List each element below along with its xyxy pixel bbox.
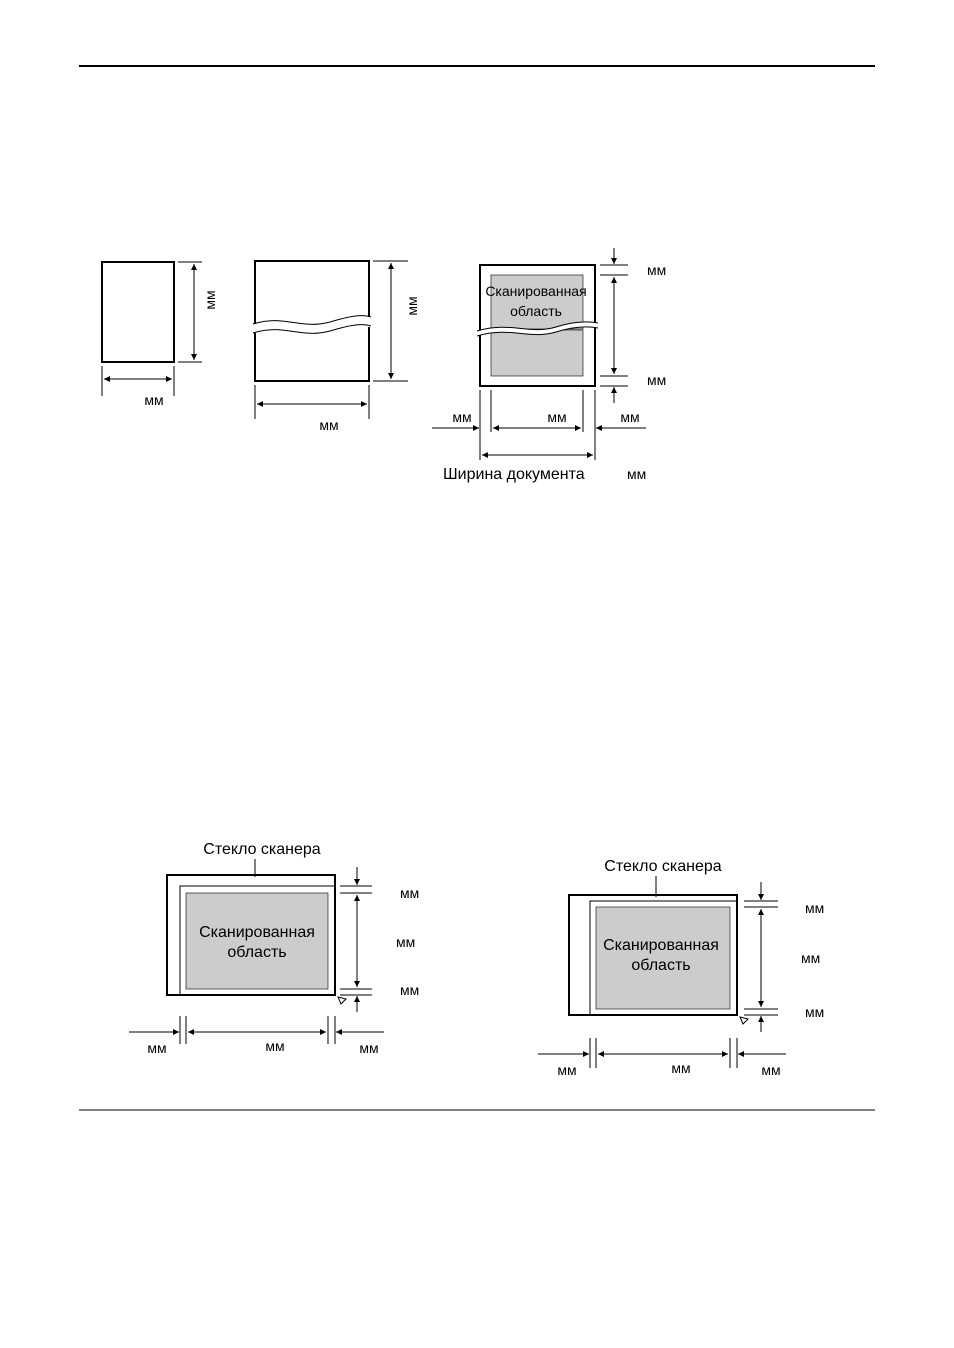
glass-left-scan-area-label-line2: область [227,944,287,961]
max-document-outline-bottom [255,327,369,381]
glass-right-right-unit: мм [761,1062,781,1078]
feeder-left-margin-unit: мм [452,409,472,425]
max-document-figure [253,261,420,433]
glass-right-top-unit: мм [805,900,825,916]
max-width-unit: мм [319,417,339,433]
min-document-figure [102,262,218,408]
max-document-break-upper [253,316,371,325]
glass-left-bottom-unit: мм [400,982,420,998]
feeder-doc-width-unit: мм [627,466,647,482]
feeder-scan-area-label-line1: Сканированная [485,283,587,299]
glass-right-height-unit: мм [801,950,821,966]
glass-left-scan-area [186,893,328,989]
glass-left-corner-mark-icon [338,997,346,1004]
glass-left-height-unit: мм [396,934,416,950]
glass-left-left-unit: мм [147,1040,167,1056]
glass-left-figure [129,841,419,1056]
feeder-doc-width-label: Ширина документа [443,466,585,483]
feeder-scan-width-unit: мм [547,409,567,425]
feeder-scan-area-figure [432,248,666,483]
min-document-outline [102,262,174,362]
glass-right-label: Стекло сканера [604,858,722,875]
feeder-right-margin-unit: мм [620,409,640,425]
max-document-break-lower [253,325,371,334]
feeder-top-margin-unit: мм [647,262,667,278]
feeder-bottom-margin-unit: мм [647,372,667,388]
glass-right-left-unit: мм [557,1062,577,1078]
glass-right-figure [538,858,824,1078]
glass-right-bottom-unit: мм [805,1004,825,1020]
feeder-scan-area-label-line2: область [510,303,562,319]
glass-left-label: Стекло сканера [203,841,321,858]
min-height-unit: мм [202,290,218,310]
glass-right-width-unit: мм [671,1060,691,1076]
glass-left-width-unit: мм [265,1038,285,1054]
feeder-scan-area-lower [491,330,583,376]
glass-right-scan-area-label-line1: Сканированная [603,937,719,954]
glass-left-right-unit: мм [359,1040,379,1056]
min-width-unit: мм [144,392,164,408]
max-height-unit: мм [404,296,420,316]
glass-left-scan-area-label-line1: Сканированная [199,924,315,941]
max-document-outline-top [255,261,369,323]
glass-right-scan-area-label-line2: область [631,957,691,974]
glass-left-top-unit: мм [400,885,420,901]
glass-right-corner-mark-icon [740,1017,748,1024]
